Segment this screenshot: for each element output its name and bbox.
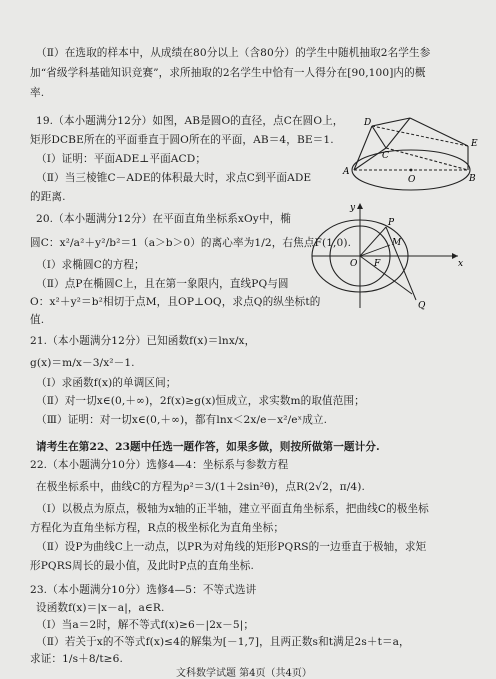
q18-part2-line3: 率.: [30, 87, 45, 99]
q23-line3: （Ⅰ）当a＝2时，解不等式f(x)≥6－|2x－5|；: [36, 619, 255, 631]
q22-line4: 方程化为直角坐标方程，R点的极坐标化为直角坐标；: [30, 522, 285, 534]
q22-line3: （Ⅰ）以极点为原点，极轴为x轴的正半轴，建立平面直角坐标系，把曲线C的极坐标: [36, 503, 429, 515]
q18-part2-line2: 加“省级学科基础知识竞赛”，求所抽取的2名学生中恰有一人得分在[90,100]内的概: [30, 67, 426, 79]
fig20-label-p: P: [388, 218, 395, 228]
q23-line1: 23.（本小题满分10分）选修4—5：不等式选讲: [30, 584, 257, 596]
q21-line5: （Ⅲ）证明：对一切x∈(0,＋∞)，都有lnx＜2x/e－x²/eˣ成立.: [36, 414, 328, 426]
fig20-label-q: Q: [418, 301, 426, 311]
choose-one-note: 请考生在第22、23题中任选一题作答，如果多做，则按所做第一题计分.: [36, 441, 380, 453]
fig19-label-e: E: [471, 139, 478, 149]
fig20-label-y: y: [350, 203, 356, 213]
q20-line1: 20.（本小题满分12分）在平面直角坐标系xOy中，椭: [36, 213, 291, 225]
q21-line2: g(x)＝m/x－3/x²－1.: [30, 357, 135, 369]
fig19-label-c: C: [382, 151, 389, 161]
q20-line5: O：x²＋y²＝b²相切于点M，且OP⊥OQ，求点Q的纵坐标t的: [30, 296, 321, 308]
q23-line4: （Ⅱ）若关于x的不等式f(x)≤4的解集为[－1,7]，且两正数s和t满足2s＋t＝a，: [36, 636, 410, 648]
q22-line1: 22.（本小题满分10分）选修4—4：坐标系与参数方程: [30, 459, 289, 471]
fig19-label-b: B: [469, 174, 476, 184]
page-footer: 文科数学试题 第4页（共4页）: [176, 668, 312, 679]
q22-line6: 形PQRS周长的最小值，及此时P点的直角坐标.: [30, 560, 254, 572]
q19-line1: 19.（本小题满分12分）如图，AB是圆O的直径，点C在圆O上，: [36, 115, 344, 127]
fig20-label-f: F: [374, 259, 381, 269]
q22-line5: （Ⅱ）设P为曲线C上一动点，以PR为对角线的矩形PQRS的一边垂直于极轴，求矩: [36, 541, 427, 553]
fig20-label-o: O: [350, 259, 358, 269]
q20-figure: [308, 200, 468, 312]
fig20-label-x: x: [458, 259, 464, 269]
q20-line6: 值.: [30, 314, 45, 326]
q19-line2: 矩形DCBE所在的平面垂直于圆O所在的平面，AB＝4，BE＝1.: [30, 134, 334, 146]
q19-figure: [338, 108, 478, 208]
q22-line2: 在极坐标系中，曲线C的方程为ρ²＝3/(1＋2sin²θ)，点R(2√2，π/4).: [36, 481, 365, 493]
q21-line3: （Ⅰ）求函数f(x)的单调区间；: [36, 377, 177, 389]
q18-part2-line1: （Ⅱ）在选取的样本中，从成绩在80分以上（含80分）的学生中随机抽取2名学生参: [36, 47, 431, 59]
q20-line4: （Ⅱ）点P在椭圆C上，且在第一象限内，直线PQ与圆: [36, 278, 289, 290]
fig19-label-a: A: [343, 167, 350, 177]
q19-line4: （Ⅱ）当三棱锥C－ADE的体积最大时，求点C到平面ADE: [36, 172, 312, 184]
fig19-label-d: D: [364, 118, 372, 128]
fig19-label-o: O: [408, 175, 416, 185]
q21-line1: 21.（本小题满分12分）已知函数f(x)＝lnx/x，: [30, 335, 256, 347]
fig20-label-m: M: [392, 238, 402, 248]
q20-line3: （Ⅰ）求椭圆C的方程；: [36, 259, 145, 271]
q21-line4: （Ⅱ）对一切x∈(0,＋∞)，2f(x)≥g(x)恒成立，求实数m的取值范围；: [36, 395, 365, 407]
q19-line3: （Ⅰ）证明：平面ADE⊥平面ACD；: [36, 153, 207, 165]
q19-line5: 的距离.: [30, 191, 66, 203]
q20-line2: 圆C：x²/a²＋y²/b²＝1（a＞b＞0）的离心率为1/2，右焦点F(1,0).: [30, 237, 352, 249]
q23-line2: 设函数f(x)＝|x－a|，a∈R.: [36, 602, 165, 614]
q23-line5: 求证：1/s＋8/t≥6.: [30, 653, 123, 665]
